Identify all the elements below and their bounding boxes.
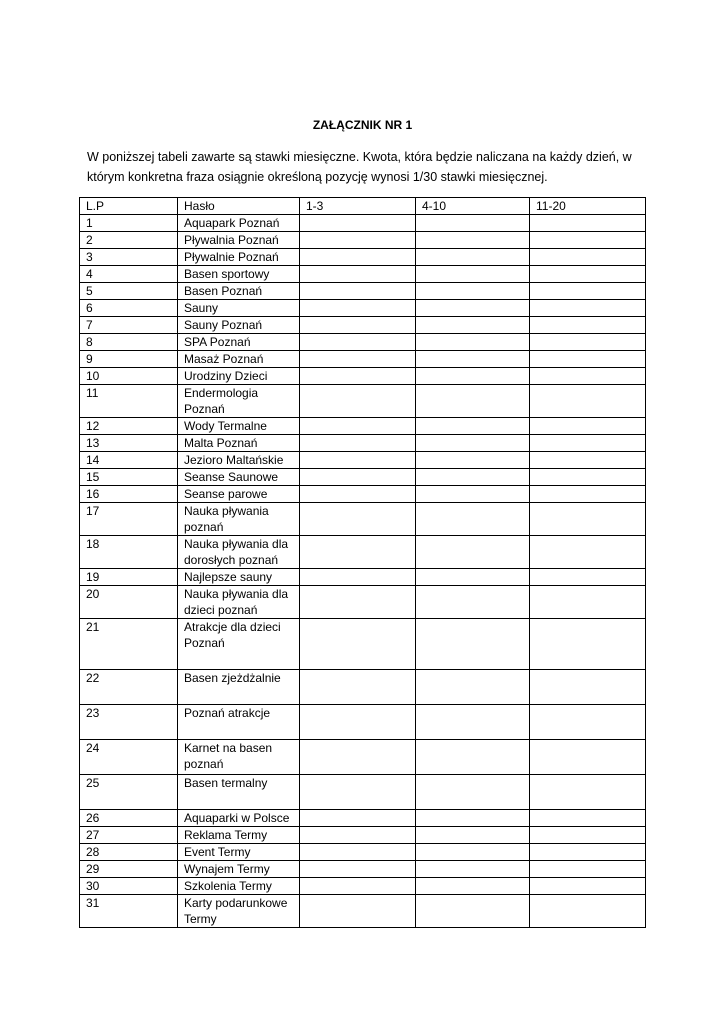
rate-cell-1-3: [300, 418, 416, 435]
table-row: [80, 283, 646, 300]
rate-cell-4-10: [416, 705, 530, 740]
rate-cell-11-20: [530, 469, 646, 486]
table-row: [80, 418, 646, 435]
rate-cell-11-20: [530, 351, 646, 368]
rate-cell-11-20: [530, 452, 646, 469]
rate-cell-4-10: [416, 861, 530, 878]
row-keyword: Seanse parowe: [178, 486, 300, 503]
row-keyword: Sauny Poznań: [178, 317, 300, 334]
rate-cell-1-3: [300, 861, 416, 878]
row-keyword: Malta Poznań: [178, 435, 300, 452]
rate-cell-11-20: [530, 861, 646, 878]
row-keyword: Karnet na basen poznań: [178, 740, 300, 775]
row-keyword: Reklama Termy: [178, 827, 300, 844]
row-keyword: Nauka pływania dla dzieci poznań: [178, 586, 300, 619]
row-lp: 10: [80, 368, 178, 385]
table-row: [80, 368, 646, 385]
table-row: [80, 249, 646, 266]
table-body: [80, 215, 646, 928]
rate-cell-4-10: [416, 503, 530, 536]
header-position-4-10: 4-10: [416, 198, 530, 215]
table-row: [80, 895, 646, 928]
table-row: [80, 317, 646, 334]
rate-cell-1-3: [300, 705, 416, 740]
table-row: [80, 503, 646, 536]
rate-cell-4-10: [416, 283, 530, 300]
row-keyword: Poznań atrakcje: [178, 705, 300, 740]
rate-cell-1-3: [300, 317, 416, 334]
table-row: [80, 232, 646, 249]
rate-cell-1-3: [300, 368, 416, 385]
rate-cell-11-20: [530, 300, 646, 317]
table-row: [80, 435, 646, 452]
rate-cell-1-3: [300, 586, 416, 619]
row-lp: 5: [80, 283, 178, 300]
rate-cell-11-20: [530, 486, 646, 503]
rate-cell-4-10: [416, 895, 530, 928]
rate-cell-1-3: [300, 827, 416, 844]
table-row: [80, 569, 646, 586]
rate-cell-1-3: [300, 232, 416, 249]
page-title: ZAŁĄCZNIK NR 1: [312, 118, 413, 132]
row-lp: 27: [80, 827, 178, 844]
rate-cell-4-10: [416, 368, 530, 385]
rate-cell-1-3: [300, 452, 416, 469]
row-keyword: Wody Termalne: [178, 418, 300, 435]
row-keyword: Basen zjeżdżalnie: [178, 670, 300, 705]
rate-cell-11-20: [530, 418, 646, 435]
table-row: [80, 670, 646, 705]
rate-cell-4-10: [416, 670, 530, 705]
rate-cell-11-20: [530, 266, 646, 283]
rate-cell-11-20: [530, 536, 646, 569]
rate-cell-4-10: [416, 334, 530, 351]
row-lp: 30: [80, 878, 178, 895]
table-row: [80, 469, 646, 486]
row-keyword: SPA Poznań: [178, 334, 300, 351]
row-lp: 11: [80, 385, 178, 418]
rate-cell-1-3: [300, 385, 416, 418]
row-keyword: Aquaparki w Polsce: [178, 810, 300, 827]
row-lp: 14: [80, 452, 178, 469]
table-row: [80, 351, 646, 368]
row-keyword: Szkolenia Termy: [178, 878, 300, 895]
row-lp: 18: [80, 536, 178, 569]
row-lp: 25: [80, 775, 178, 810]
row-keyword: Aquapark Poznań: [178, 215, 300, 232]
rate-cell-11-20: [530, 878, 646, 895]
row-lp: 29: [80, 861, 178, 878]
rate-cell-4-10: [416, 844, 530, 861]
row-keyword: Nauka pływania poznań: [178, 503, 300, 536]
table-header-row: [80, 198, 646, 215]
table-row: [80, 775, 646, 810]
row-lp: 28: [80, 844, 178, 861]
rate-cell-1-3: [300, 503, 416, 536]
rate-cell-1-3: [300, 878, 416, 895]
row-lp: 7: [80, 317, 178, 334]
rate-cell-4-10: [416, 469, 530, 486]
rate-cell-1-3: [300, 810, 416, 827]
intro-paragraph: W poniższej tabeli zawarte są stawki miesięczne. Kwota, która będzie naliczana na każdy dzień, w którym konkretna fraza osiągnie określoną pozycję wynosi 1/30 stawki miesięcznej.: [87, 150, 632, 184]
table-row: [80, 827, 646, 844]
rate-cell-11-20: [530, 283, 646, 300]
row-lp: 31: [80, 895, 178, 928]
row-keyword: Seanse Saunowe: [178, 469, 300, 486]
row-keyword: Basen sportowy: [178, 266, 300, 283]
row-keyword: Wynajem Termy: [178, 861, 300, 878]
rate-cell-1-3: [300, 283, 416, 300]
rate-cell-11-20: [530, 435, 646, 452]
rate-cell-1-3: [300, 249, 416, 266]
header-position-1-3: 1-3: [300, 198, 416, 215]
row-lp: 13: [80, 435, 178, 452]
rate-cell-4-10: [416, 215, 530, 232]
table-row: [80, 810, 646, 827]
rate-cell-1-3: [300, 740, 416, 775]
rate-cell-4-10: [416, 775, 530, 810]
row-lp: 4: [80, 266, 178, 283]
row-lp: 26: [80, 810, 178, 827]
rate-cell-1-3: [300, 215, 416, 232]
row-keyword: Masaż Poznań: [178, 351, 300, 368]
rate-cell-4-10: [416, 569, 530, 586]
row-lp: 17: [80, 503, 178, 536]
table-row: [80, 536, 646, 569]
row-lp: 8: [80, 334, 178, 351]
row-lp: 21: [80, 619, 178, 670]
table-row: [80, 878, 646, 895]
row-lp: 9: [80, 351, 178, 368]
rate-cell-4-10: [416, 740, 530, 775]
row-keyword: Nauka pływania dla dorosłych poznań: [178, 536, 300, 569]
rate-cell-1-3: [300, 569, 416, 586]
rate-cell-1-3: [300, 435, 416, 452]
rate-cell-4-10: [416, 300, 530, 317]
rate-cell-1-3: [300, 536, 416, 569]
rate-cell-11-20: [530, 705, 646, 740]
table-row: [80, 705, 646, 740]
rate-cell-1-3: [300, 469, 416, 486]
rate-cell-11-20: [530, 215, 646, 232]
row-lp: 6: [80, 300, 178, 317]
row-keyword: Najlepsze sauny: [178, 569, 300, 586]
rate-cell-4-10: [416, 385, 530, 418]
table-row: [80, 266, 646, 283]
rate-cell-4-10: [416, 435, 530, 452]
rate-cell-11-20: [530, 827, 646, 844]
rate-cell-1-3: [300, 351, 416, 368]
rate-cell-4-10: [416, 452, 530, 469]
rate-cell-11-20: [530, 385, 646, 418]
rate-cell-1-3: [300, 670, 416, 705]
rate-cell-1-3: [300, 486, 416, 503]
row-keyword: Pływalnie Poznań: [178, 249, 300, 266]
rate-cell-4-10: [416, 249, 530, 266]
rate-cell-1-3: [300, 619, 416, 670]
row-keyword: Event Termy: [178, 844, 300, 861]
rate-cell-1-3: [300, 334, 416, 351]
rate-cell-4-10: [416, 486, 530, 503]
rate-cell-4-10: [416, 586, 530, 619]
row-lp: 20: [80, 586, 178, 619]
rate-cell-4-10: [416, 619, 530, 670]
row-lp: 12: [80, 418, 178, 435]
rate-cell-4-10: [416, 827, 530, 844]
header-keyword: Hasło: [178, 198, 300, 215]
rate-cell-11-20: [530, 569, 646, 586]
row-keyword: Sauny: [178, 300, 300, 317]
row-keyword: Atrakcje dla dzieci Poznań: [178, 619, 300, 670]
row-keyword: Basen Poznań: [178, 283, 300, 300]
rate-cell-4-10: [416, 810, 530, 827]
table-row: [80, 385, 646, 418]
rate-cell-11-20: [530, 810, 646, 827]
table-row: [80, 300, 646, 317]
rate-cell-11-20: [530, 232, 646, 249]
table-row: [80, 844, 646, 861]
row-lp: 3: [80, 249, 178, 266]
rate-cell-4-10: [416, 418, 530, 435]
rate-cell-4-10: [416, 266, 530, 283]
rate-cell-11-20: [530, 317, 646, 334]
rate-cell-11-20: [530, 619, 646, 670]
rate-cell-4-10: [416, 878, 530, 895]
row-lp: 16: [80, 486, 178, 503]
table-row: [80, 452, 646, 469]
table-row: [80, 334, 646, 351]
row-lp: 19: [80, 569, 178, 586]
rate-cell-11-20: [530, 670, 646, 705]
table-row: [80, 215, 646, 232]
row-lp: 24: [80, 740, 178, 775]
rate-cell-11-20: [530, 775, 646, 810]
rate-cell-11-20: [530, 334, 646, 351]
rate-cell-1-3: [300, 266, 416, 283]
rate-cell-1-3: [300, 895, 416, 928]
header-position-11-20: 11-20: [530, 198, 646, 215]
row-keyword: Jezioro Maltańskie: [178, 452, 300, 469]
table-row: [80, 619, 646, 670]
row-lp: 23: [80, 705, 178, 740]
rates-table: [79, 197, 646, 928]
table-row: [80, 586, 646, 619]
rate-cell-4-10: [416, 536, 530, 569]
row-lp: 2: [80, 232, 178, 249]
rate-cell-11-20: [530, 895, 646, 928]
row-lp: 22: [80, 670, 178, 705]
table-row: [80, 486, 646, 503]
rate-cell-4-10: [416, 317, 530, 334]
rate-cell-11-20: [530, 368, 646, 385]
table-row: [80, 861, 646, 878]
header-lp: L.P: [80, 198, 178, 215]
rate-cell-11-20: [530, 740, 646, 775]
rate-cell-11-20: [530, 503, 646, 536]
row-keyword: Endermologia Poznań: [178, 385, 300, 418]
rate-cell-11-20: [530, 249, 646, 266]
row-keyword: Basen termalny: [178, 775, 300, 810]
rate-cell-11-20: [530, 844, 646, 861]
rate-cell-4-10: [416, 232, 530, 249]
rate-cell-4-10: [416, 351, 530, 368]
table-row: [80, 740, 646, 775]
row-lp: 1: [80, 215, 178, 232]
row-keyword: Pływalnia Poznań: [178, 232, 300, 249]
row-lp: 15: [80, 469, 178, 486]
row-keyword: Urodziny Dzieci: [178, 368, 300, 385]
rate-cell-11-20: [530, 586, 646, 619]
rate-cell-1-3: [300, 300, 416, 317]
rate-cell-1-3: [300, 844, 416, 861]
row-keyword: Karty podarunkowe Termy: [178, 895, 300, 928]
rate-cell-1-3: [300, 775, 416, 810]
